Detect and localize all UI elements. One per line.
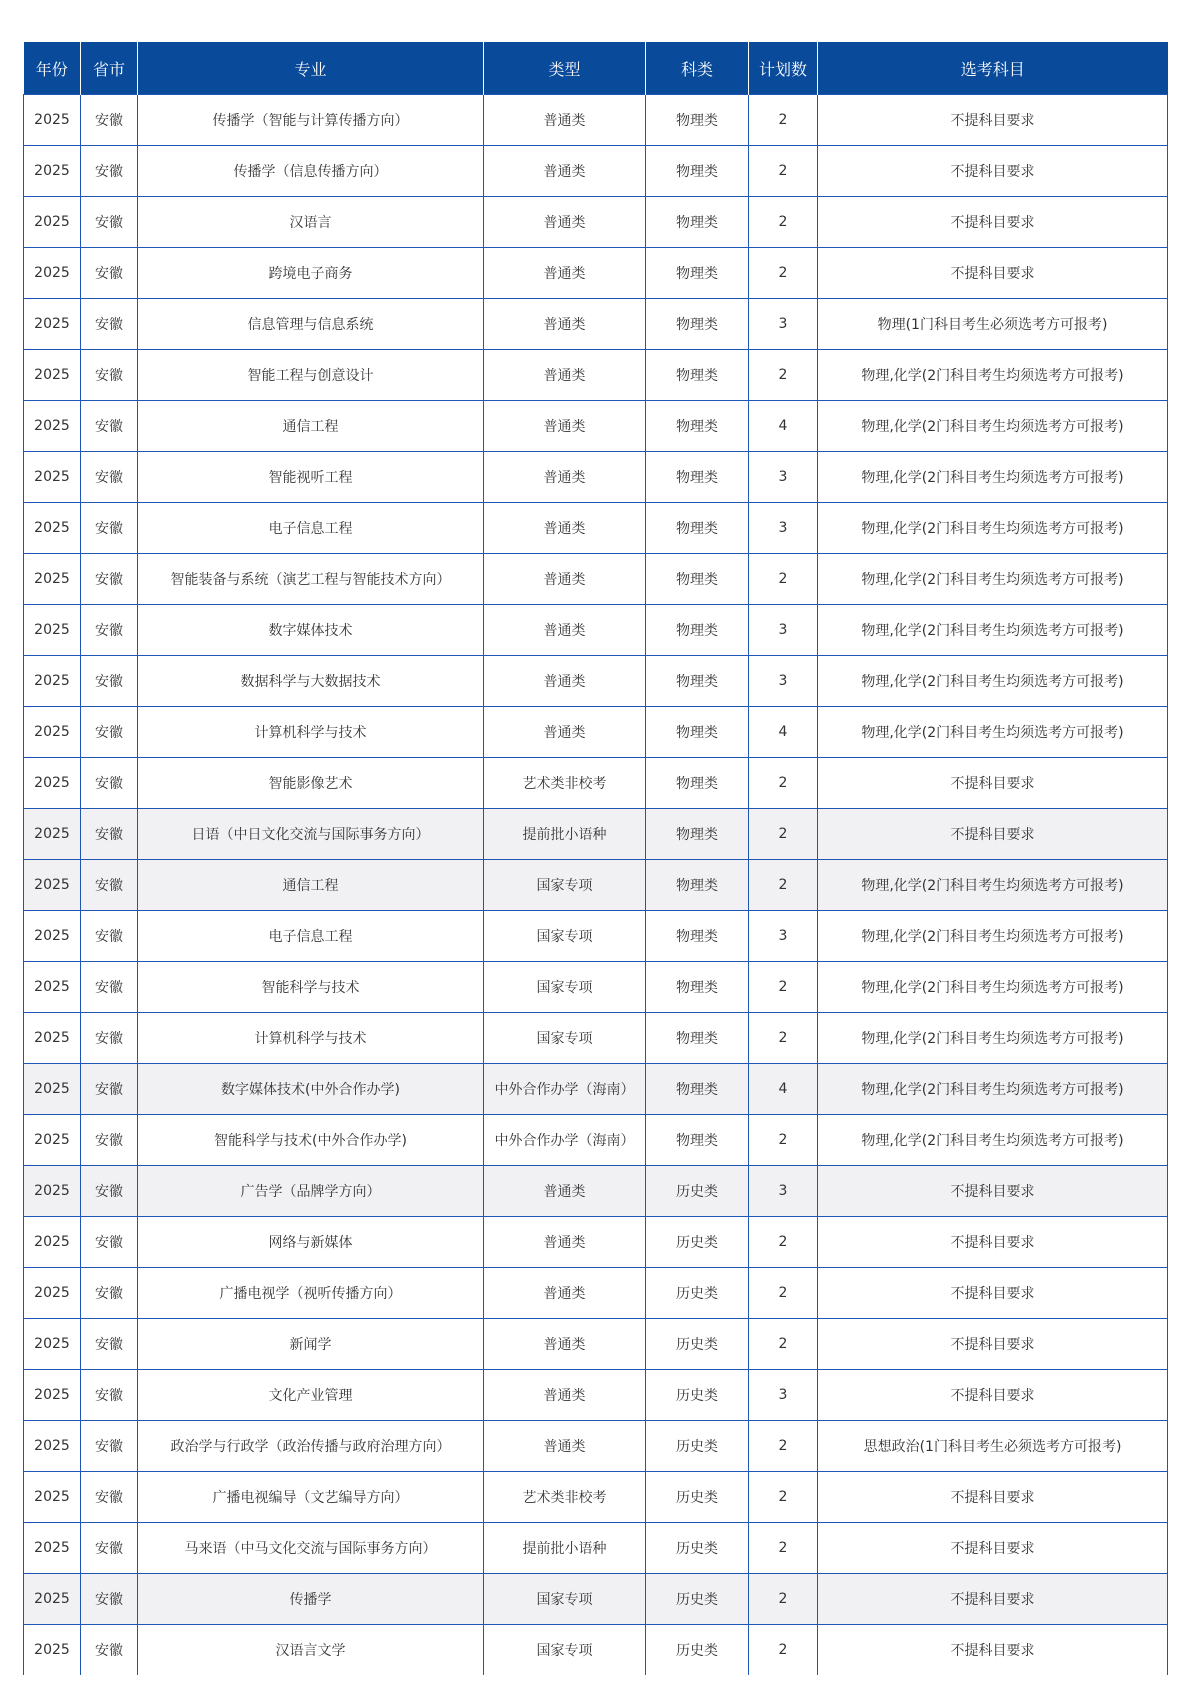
cell-major: 数据科学与大数据技术 xyxy=(138,656,484,707)
cell-province: 安徽 xyxy=(81,656,138,707)
cell-year: 2025 xyxy=(24,401,81,452)
cell-province: 安徽 xyxy=(81,248,138,299)
cell-major: 智能工程与创意设计 xyxy=(138,350,484,401)
cell-track: 物理类 xyxy=(646,554,749,605)
cell-major: 传播学（信息传播方向） xyxy=(138,146,484,197)
cell-province: 安徽 xyxy=(81,860,138,911)
table-row xyxy=(24,809,1168,860)
cell-track: 历史类 xyxy=(646,1421,749,1472)
table-row xyxy=(24,503,1168,554)
cell-plan-count: 2 xyxy=(749,1217,818,1268)
cell-major: 传播学（智能与计算传播方向） xyxy=(138,95,484,146)
cell-track: 物理类 xyxy=(646,452,749,503)
table-row xyxy=(24,248,1168,299)
cell-type: 普通类 xyxy=(484,605,646,656)
cell-province: 安徽 xyxy=(81,1523,138,1574)
cell-track: 历史类 xyxy=(646,1217,749,1268)
cell-required-subjects: 物理,化学(2门科目考生均须选考方可报考) xyxy=(818,605,1168,656)
cell-required-subjects: 不提科目要求 xyxy=(818,1268,1168,1319)
table-row xyxy=(24,605,1168,656)
cell-province: 安徽 xyxy=(81,1319,138,1370)
header-province: 省市 xyxy=(81,42,138,95)
cell-province: 安徽 xyxy=(81,1064,138,1115)
cell-plan-count: 2 xyxy=(749,962,818,1013)
cell-major: 电子信息工程 xyxy=(138,911,484,962)
cell-plan-count: 3 xyxy=(749,656,818,707)
cell-province: 安徽 xyxy=(81,197,138,248)
cell-province: 安徽 xyxy=(81,758,138,809)
cell-plan-count: 2 xyxy=(749,1421,818,1472)
cell-province: 安徽 xyxy=(81,554,138,605)
header-type: 类型 xyxy=(484,42,646,95)
cell-major: 智能影像艺术 xyxy=(138,758,484,809)
table-row xyxy=(24,146,1168,197)
cell-required-subjects: 物理,化学(2门科目考生均须选考方可报考) xyxy=(818,656,1168,707)
cell-type: 普通类 xyxy=(484,350,646,401)
cell-required-subjects: 思想政治(1门科目考生必须选考方可报考) xyxy=(818,1421,1168,1472)
cell-major: 数字媒体技术 xyxy=(138,605,484,656)
cell-track: 物理类 xyxy=(646,707,749,758)
cell-plan-count: 4 xyxy=(749,401,818,452)
cell-track: 物理类 xyxy=(646,248,749,299)
cell-plan-count: 4 xyxy=(749,1064,818,1115)
cell-plan-count: 2 xyxy=(749,146,818,197)
cell-type: 普通类 xyxy=(484,452,646,503)
table-row xyxy=(24,1013,1168,1064)
cell-type: 普通类 xyxy=(484,401,646,452)
cell-major: 文化产业管理 xyxy=(138,1370,484,1421)
cell-plan-count: 2 xyxy=(749,1319,818,1370)
cell-plan-count: 3 xyxy=(749,452,818,503)
cell-plan-count: 2 xyxy=(749,758,818,809)
cell-year: 2025 xyxy=(24,656,81,707)
cell-type: 国家专项 xyxy=(484,1013,646,1064)
cell-plan-count: 3 xyxy=(749,299,818,350)
cell-province: 安徽 xyxy=(81,911,138,962)
cell-major: 智能科学与技术 xyxy=(138,962,484,1013)
cell-year: 2025 xyxy=(24,1370,81,1421)
cell-major: 智能视听工程 xyxy=(138,452,484,503)
cell-type: 普通类 xyxy=(484,707,646,758)
cell-track: 物理类 xyxy=(646,95,749,146)
cell-track: 物理类 xyxy=(646,401,749,452)
cell-required-subjects: 物理,化学(2门科目考生均须选考方可报考) xyxy=(818,1064,1168,1115)
cell-major: 智能装备与系统（演艺工程与智能技术方向） xyxy=(138,554,484,605)
cell-type: 普通类 xyxy=(484,554,646,605)
cell-year: 2025 xyxy=(24,1217,81,1268)
cell-plan-count: 2 xyxy=(749,1472,818,1523)
cell-required-subjects: 物理,化学(2门科目考生均须选考方可报考) xyxy=(818,1115,1168,1166)
cell-major: 汉语言文学 xyxy=(138,1625,484,1676)
cell-plan-count: 2 xyxy=(749,1574,818,1625)
cell-province: 安徽 xyxy=(81,1574,138,1625)
cell-required-subjects: 物理,化学(2门科目考生均须选考方可报考) xyxy=(818,350,1168,401)
cell-plan-count: 2 xyxy=(749,554,818,605)
cell-year: 2025 xyxy=(24,248,81,299)
cell-type: 普通类 xyxy=(484,299,646,350)
cell-track: 物理类 xyxy=(646,656,749,707)
cell-type: 普通类 xyxy=(484,1370,646,1421)
cell-required-subjects: 物理,化学(2门科目考生均须选考方可报考) xyxy=(818,503,1168,554)
cell-major: 数字媒体技术(中外合作办学) xyxy=(138,1064,484,1115)
cell-type: 普通类 xyxy=(484,1421,646,1472)
table-row xyxy=(24,1115,1168,1166)
cell-year: 2025 xyxy=(24,299,81,350)
cell-required-subjects: 不提科目要求 xyxy=(818,1217,1168,1268)
table-row xyxy=(24,350,1168,401)
cell-plan-count: 2 xyxy=(749,350,818,401)
cell-province: 安徽 xyxy=(81,1217,138,1268)
cell-type: 普通类 xyxy=(484,656,646,707)
cell-major: 马来语（中马文化交流与国际事务方向） xyxy=(138,1523,484,1574)
cell-type: 普通类 xyxy=(484,1319,646,1370)
table-row xyxy=(24,1268,1168,1319)
table-row xyxy=(24,1064,1168,1115)
cell-province: 安徽 xyxy=(81,503,138,554)
cell-required-subjects: 物理(1门科目考生必须选考方可报考) xyxy=(818,299,1168,350)
cell-required-subjects: 不提科目要求 xyxy=(818,1370,1168,1421)
cell-plan-count: 2 xyxy=(749,1625,818,1676)
cell-major: 计算机科学与技术 xyxy=(138,707,484,758)
table-row xyxy=(24,707,1168,758)
cell-type: 普通类 xyxy=(484,146,646,197)
cell-required-subjects: 物理,化学(2门科目考生均须选考方可报考) xyxy=(818,911,1168,962)
table-row xyxy=(24,962,1168,1013)
cell-major: 日语（中日文化交流与国际事务方向） xyxy=(138,809,484,860)
table-row xyxy=(24,860,1168,911)
header-required-subjects: 选考科目 xyxy=(818,42,1168,95)
cell-track: 历史类 xyxy=(646,1472,749,1523)
cell-required-subjects: 物理,化学(2门科目考生均须选考方可报考) xyxy=(818,962,1168,1013)
cell-required-subjects: 不提科目要求 xyxy=(818,1166,1168,1217)
cell-type: 普通类 xyxy=(484,1268,646,1319)
table-row xyxy=(24,1370,1168,1421)
cell-year: 2025 xyxy=(24,554,81,605)
cell-plan-count: 2 xyxy=(749,197,818,248)
cell-year: 2025 xyxy=(24,452,81,503)
cell-year: 2025 xyxy=(24,605,81,656)
table-row xyxy=(24,1574,1168,1625)
cell-required-subjects: 物理,化学(2门科目考生均须选考方可报考) xyxy=(818,707,1168,758)
table-row xyxy=(24,401,1168,452)
cell-type: 提前批小语种 xyxy=(484,1523,646,1574)
cell-major: 广播电视学（视听传播方向） xyxy=(138,1268,484,1319)
cell-year: 2025 xyxy=(24,707,81,758)
cell-type: 国家专项 xyxy=(484,860,646,911)
cell-track: 物理类 xyxy=(646,605,749,656)
cell-type: 中外合作办学（海南） xyxy=(484,1115,646,1166)
cell-track: 物理类 xyxy=(646,860,749,911)
table-row xyxy=(24,197,1168,248)
cell-major: 政治学与行政学（政治传播与政府治理方向） xyxy=(138,1421,484,1472)
cell-major: 新闻学 xyxy=(138,1319,484,1370)
cell-province: 安徽 xyxy=(81,707,138,758)
cell-type: 国家专项 xyxy=(484,1574,646,1625)
header-major: 专业 xyxy=(138,42,484,95)
cell-type: 普通类 xyxy=(484,1166,646,1217)
cell-plan-count: 2 xyxy=(749,248,818,299)
cell-province: 安徽 xyxy=(81,809,138,860)
cell-major: 智能科学与技术(中外合作办学) xyxy=(138,1115,484,1166)
cell-province: 安徽 xyxy=(81,1268,138,1319)
cell-track: 物理类 xyxy=(646,146,749,197)
cell-major: 跨境电子商务 xyxy=(138,248,484,299)
cell-plan-count: 3 xyxy=(749,503,818,554)
cell-required-subjects: 物理,化学(2门科目考生均须选考方可报考) xyxy=(818,452,1168,503)
header-row xyxy=(24,42,1168,95)
cell-province: 安徽 xyxy=(81,1013,138,1064)
cell-track: 物理类 xyxy=(646,1064,749,1115)
cell-required-subjects: 不提科目要求 xyxy=(818,1472,1168,1523)
cell-required-subjects: 不提科目要求 xyxy=(818,1574,1168,1625)
cell-province: 安徽 xyxy=(81,1421,138,1472)
cell-year: 2025 xyxy=(24,1268,81,1319)
enrollment-plan-table xyxy=(23,42,1168,1675)
cell-required-subjects: 不提科目要求 xyxy=(818,95,1168,146)
cell-major: 计算机科学与技术 xyxy=(138,1013,484,1064)
header-year: 年份 xyxy=(24,42,81,95)
table-row xyxy=(24,95,1168,146)
table-row xyxy=(24,1421,1168,1472)
cell-year: 2025 xyxy=(24,1574,81,1625)
cell-year: 2025 xyxy=(24,911,81,962)
cell-required-subjects: 物理,化学(2门科目考生均须选考方可报考) xyxy=(818,860,1168,911)
cell-type: 普通类 xyxy=(484,1217,646,1268)
cell-year: 2025 xyxy=(24,197,81,248)
cell-track: 物理类 xyxy=(646,1115,749,1166)
cell-year: 2025 xyxy=(24,860,81,911)
cell-year: 2025 xyxy=(24,962,81,1013)
cell-plan-count: 3 xyxy=(749,605,818,656)
cell-major: 通信工程 xyxy=(138,860,484,911)
cell-year: 2025 xyxy=(24,503,81,554)
table-row xyxy=(24,1166,1168,1217)
cell-type: 普通类 xyxy=(484,248,646,299)
cell-province: 安徽 xyxy=(81,1166,138,1217)
cell-track: 物理类 xyxy=(646,962,749,1013)
table-row xyxy=(24,554,1168,605)
cell-year: 2025 xyxy=(24,1166,81,1217)
table-row xyxy=(24,1472,1168,1523)
cell-year: 2025 xyxy=(24,1319,81,1370)
cell-province: 安徽 xyxy=(81,962,138,1013)
cell-type: 艺术类非校考 xyxy=(484,758,646,809)
cell-track: 物理类 xyxy=(646,197,749,248)
table-row xyxy=(24,758,1168,809)
cell-required-subjects: 物理,化学(2门科目考生均须选考方可报考) xyxy=(818,1013,1168,1064)
table-row xyxy=(24,911,1168,962)
cell-province: 安徽 xyxy=(81,1370,138,1421)
cell-type: 普通类 xyxy=(484,503,646,554)
cell-province: 安徽 xyxy=(81,1472,138,1523)
table-row xyxy=(24,452,1168,503)
cell-required-subjects: 物理,化学(2门科目考生均须选考方可报考) xyxy=(818,401,1168,452)
cell-plan-count: 3 xyxy=(749,1166,818,1217)
cell-province: 安徽 xyxy=(81,350,138,401)
cell-province: 安徽 xyxy=(81,299,138,350)
cell-year: 2025 xyxy=(24,1115,81,1166)
cell-year: 2025 xyxy=(24,146,81,197)
cell-plan-count: 2 xyxy=(749,1013,818,1064)
cell-major: 电子信息工程 xyxy=(138,503,484,554)
cell-track: 物理类 xyxy=(646,503,749,554)
cell-plan-count: 2 xyxy=(749,860,818,911)
cell-province: 安徽 xyxy=(81,605,138,656)
cell-track: 历史类 xyxy=(646,1166,749,1217)
cell-major: 通信工程 xyxy=(138,401,484,452)
cell-required-subjects: 不提科目要求 xyxy=(818,758,1168,809)
cell-province: 安徽 xyxy=(81,1625,138,1676)
cell-type: 国家专项 xyxy=(484,962,646,1013)
cell-major: 网络与新媒体 xyxy=(138,1217,484,1268)
cell-required-subjects: 不提科目要求 xyxy=(818,1523,1168,1574)
cell-year: 2025 xyxy=(24,809,81,860)
cell-type: 中外合作办学（海南） xyxy=(484,1064,646,1115)
cell-province: 安徽 xyxy=(81,95,138,146)
cell-year: 2025 xyxy=(24,1625,81,1676)
cell-major: 广播电视编导（文艺编导方向） xyxy=(138,1472,484,1523)
cell-plan-count: 3 xyxy=(749,1370,818,1421)
cell-year: 2025 xyxy=(24,758,81,809)
cell-major: 广告学（品牌学方向） xyxy=(138,1166,484,1217)
cell-year: 2025 xyxy=(24,1472,81,1523)
table-header xyxy=(24,42,1168,95)
cell-track: 历史类 xyxy=(646,1319,749,1370)
cell-required-subjects: 不提科目要求 xyxy=(818,809,1168,860)
table-row xyxy=(24,1217,1168,1268)
cell-track: 历史类 xyxy=(646,1370,749,1421)
cell-plan-count: 4 xyxy=(749,707,818,758)
cell-type: 艺术类非校考 xyxy=(484,1472,646,1523)
cell-track: 物理类 xyxy=(646,350,749,401)
cell-track: 历史类 xyxy=(646,1523,749,1574)
table-row xyxy=(24,1523,1168,1574)
cell-type: 普通类 xyxy=(484,197,646,248)
cell-year: 2025 xyxy=(24,1523,81,1574)
cell-province: 安徽 xyxy=(81,146,138,197)
header-plan-count: 计划数 xyxy=(749,42,818,95)
cell-track: 物理类 xyxy=(646,911,749,962)
cell-track: 物理类 xyxy=(646,809,749,860)
cell-type: 国家专项 xyxy=(484,911,646,962)
cell-year: 2025 xyxy=(24,1013,81,1064)
cell-province: 安徽 xyxy=(81,452,138,503)
cell-track: 历史类 xyxy=(646,1625,749,1676)
cell-track: 物理类 xyxy=(646,299,749,350)
cell-year: 2025 xyxy=(24,1064,81,1115)
cell-required-subjects: 不提科目要求 xyxy=(818,197,1168,248)
cell-year: 2025 xyxy=(24,1421,81,1472)
cell-track: 历史类 xyxy=(646,1268,749,1319)
table-row xyxy=(24,1319,1168,1370)
cell-province: 安徽 xyxy=(81,401,138,452)
cell-required-subjects: 不提科目要求 xyxy=(818,1319,1168,1370)
cell-major: 传播学 xyxy=(138,1574,484,1625)
cell-plan-count: 2 xyxy=(749,1115,818,1166)
cell-track: 物理类 xyxy=(646,758,749,809)
header-track: 科类 xyxy=(646,42,749,95)
cell-major: 汉语言 xyxy=(138,197,484,248)
cell-type: 国家专项 xyxy=(484,1625,646,1676)
cell-plan-count: 2 xyxy=(749,809,818,860)
cell-year: 2025 xyxy=(24,95,81,146)
cell-province: 安徽 xyxy=(81,1115,138,1166)
cell-year: 2025 xyxy=(24,350,81,401)
cell-plan-count: 2 xyxy=(749,95,818,146)
table-row xyxy=(24,656,1168,707)
cell-track: 物理类 xyxy=(646,1013,749,1064)
cell-required-subjects: 不提科目要求 xyxy=(818,248,1168,299)
table-row xyxy=(24,1625,1168,1676)
cell-plan-count: 2 xyxy=(749,1523,818,1574)
table-body xyxy=(24,95,1168,1676)
cell-required-subjects: 不提科目要求 xyxy=(818,1625,1168,1676)
table-row xyxy=(24,299,1168,350)
cell-major: 信息管理与信息系统 xyxy=(138,299,484,350)
cell-required-subjects: 不提科目要求 xyxy=(818,146,1168,197)
cell-required-subjects: 物理,化学(2门科目考生均须选考方可报考) xyxy=(818,554,1168,605)
cell-type: 普通类 xyxy=(484,95,646,146)
cell-track: 历史类 xyxy=(646,1574,749,1625)
cell-plan-count: 2 xyxy=(749,1268,818,1319)
cell-type: 提前批小语种 xyxy=(484,809,646,860)
cell-plan-count: 3 xyxy=(749,911,818,962)
